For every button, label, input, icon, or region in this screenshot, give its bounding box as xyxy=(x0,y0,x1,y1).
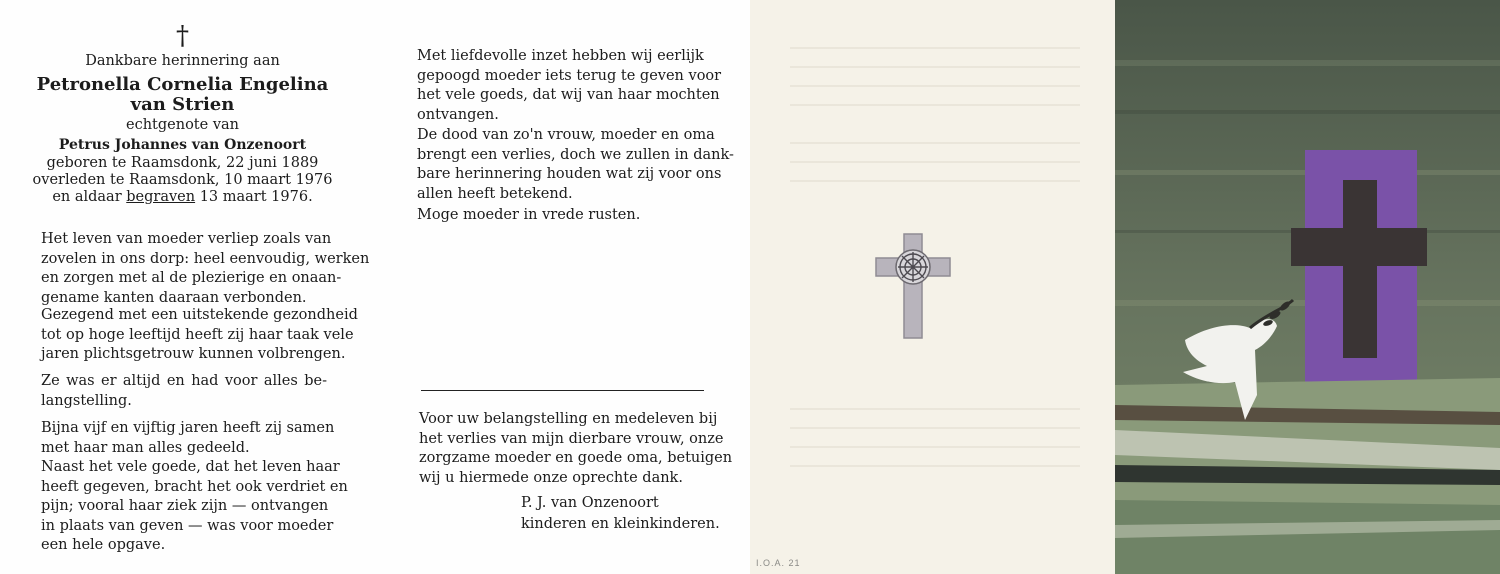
burial-line xyxy=(0,188,365,206)
deceased-name-line2: van Strien xyxy=(130,94,235,115)
printer-mark: I.O.A. 21 xyxy=(756,558,801,568)
text-line: gepoogd moeder iets terug te geven voor xyxy=(417,67,722,84)
signature-name: P. J. van Onzenoort xyxy=(521,495,659,511)
underlined-word: begraven xyxy=(126,189,196,205)
text-line: Moge moeder in vrede rusten. xyxy=(417,207,641,223)
intro-line: Dankbare herinnering aan xyxy=(85,53,280,69)
text-line: langstelling. xyxy=(41,392,132,409)
text-line: Met liefdevolle inzet hebben wij eerlijk xyxy=(417,48,704,64)
deceased-name-line1: Petronella Cornelia Engelina xyxy=(36,74,329,95)
text-line: Naast het vele goede, dat het leven haar xyxy=(41,459,340,475)
text-line: en zorgen met al de plezierige en onaan- xyxy=(41,270,342,286)
divider-line xyxy=(421,390,704,391)
text-line: De dood van zo'n vrouw, moeder en oma xyxy=(417,127,715,143)
dove-and-cross-artwork xyxy=(1115,0,1500,574)
show-through-mask xyxy=(790,480,1090,560)
text-line: Voor uw belangstelling en medeleven bij xyxy=(419,411,718,427)
paragraph-7 xyxy=(417,206,702,226)
card-page-middle xyxy=(375,0,750,574)
text-line: het verlies van mijn dierbare vrouw, onze xyxy=(419,430,724,447)
card-page-back-inner xyxy=(750,0,1115,574)
birth-line: geboren te Raamsdonk, 22 juni 1889 xyxy=(46,155,319,171)
paragraph-3 xyxy=(41,372,327,411)
burial-text-a: en aldaar begraven xyxy=(52,189,196,205)
death-line: overleden te Raamsdonk, 10 maart 1976 xyxy=(32,172,333,188)
paragraph-6 xyxy=(417,126,734,204)
text-line: met haar man alles gedeeld. xyxy=(41,439,250,456)
cross-symbol: † xyxy=(176,21,189,51)
thanks-paragraph xyxy=(419,410,733,488)
spouse-intro: echtgenote van xyxy=(126,117,239,133)
text-line: brengt een verlies, doch we zullen in dank- xyxy=(417,146,734,163)
text-line: Bijna vijf en vijftig jaren heeft zij samen xyxy=(41,420,335,436)
text-line: gename kanten daaraan verbonden. xyxy=(41,289,307,306)
text-line: zorgzame moeder en goede oma, betuigen xyxy=(419,450,733,466)
text-line: Het leven van moeder verliep zoals van xyxy=(41,231,332,247)
text-line: zovelen in ons dorp: heel eenvoudig, werken xyxy=(41,250,370,267)
text-line: een hele opgave. xyxy=(41,537,166,553)
text-line: in plaats van geven — was voor moeder xyxy=(41,517,334,534)
paragraph-4 xyxy=(41,419,348,556)
text-line: het vele goeds, dat wij van haar mochten xyxy=(417,87,720,103)
text-line: Ze was er altijd en had voor alles be- xyxy=(41,373,327,389)
cross-emblem-icon xyxy=(868,232,958,342)
text-line: bare herinnering houden wat zij voor ons xyxy=(417,166,722,182)
text-line: heeft gegeven, bracht het ook verdriet en xyxy=(41,478,348,495)
paragraph-1 xyxy=(41,230,370,308)
card-cover-artwork xyxy=(1115,0,1500,574)
show-through-mask xyxy=(790,108,1090,128)
paragraph-2 xyxy=(41,306,358,365)
text-line: pijn; vooral haar ziek zijn — ontvangen xyxy=(41,498,329,514)
burial-text-b: 13 maart 1976. xyxy=(195,189,313,205)
text-line: allen heeft betekend. xyxy=(417,185,573,202)
text-line: jaren plichtsgetrouw kunnen volbrengen. xyxy=(41,346,346,362)
spouse-name: Petrus Johannes van Onzenoort xyxy=(58,137,307,153)
text-line: Gezegend met een uitstekende gezondheid xyxy=(41,307,358,323)
text-line: ontvangen. xyxy=(417,106,499,123)
text-line: tot op hoge leeftijd heeft zij haar taak vele xyxy=(41,326,354,343)
signature-family: kinderen en kleinkinderen. xyxy=(521,516,720,532)
card-page-left xyxy=(0,0,375,574)
text-line: wij u hiermede onze oprechte dank. xyxy=(419,469,683,486)
paragraph-5 xyxy=(417,47,722,125)
